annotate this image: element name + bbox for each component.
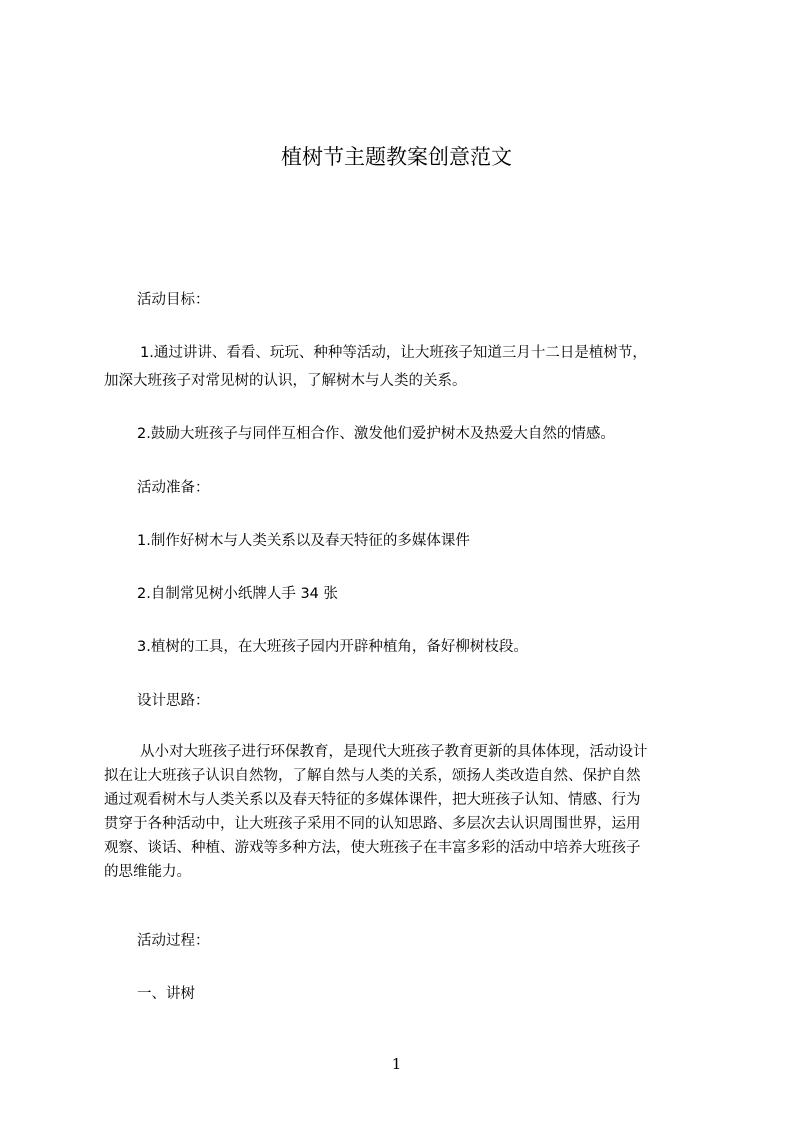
prep-heading: 活动准备： — [137, 480, 210, 496]
design-line-2: 拟在让大班孩子认识自然物，了解自然与人类的关系，颂扬人类改造自然、保护自然 — [104, 768, 641, 784]
goal-item-1-line-1: 1.通过讲讲、看看、玩玩、种种等活动，让大班孩子知道三月十二日是植树节， — [140, 345, 647, 361]
process-step-1: 一、讲树 — [137, 986, 195, 1002]
design-heading: 设计思路： — [137, 693, 210, 709]
page-number: 1 — [391, 1055, 402, 1073]
prep-item-2: 2.自制常见树小纸牌人手 34 张 — [137, 586, 339, 602]
design-line-5: 观察、谈话、种植、游戏等多种方法，使大班孩子在丰富多彩的活动中培养大班孩子 — [104, 840, 641, 856]
document-title: 植树节主题教案创意范文 — [281, 145, 512, 169]
process-heading: 活动过程： — [137, 933, 210, 949]
goal-item-1-line-2: 加深大班孩子对常见树的认识，了解树木与人类的关系。 — [104, 373, 467, 389]
design-line-6: 的思维能力。 — [104, 864, 191, 880]
goal-heading: 活动目标： — [137, 292, 210, 308]
design-line-1: 从小对大班孩子进行环保教育，是现代大班孩子教育更新的具体体现，活动设计 — [140, 744, 648, 760]
goal-item-2: 2.鼓励大班孩子与同伴互相合作、激发他们爱护树木及热爱大自然的情感。 — [137, 426, 615, 442]
prep-item-1: 1.制作好树木与人类关系以及春天特征的多媒体课件 — [137, 533, 470, 549]
prep-item-3: 3.植树的工具，在大班孩子园内开辟种植角，备好柳树枝段。 — [137, 639, 528, 655]
design-line-3: 通过观看树木与人类关系以及春天特征的多媒体课件，把大班孩子认知、情感、行为 — [104, 792, 641, 808]
design-line-4: 贯穿于各种活动中，让大班孩子采用不同的认知思路、多层次去认识周围世界，运用 — [104, 816, 641, 832]
design-paragraph — [104, 740, 696, 884]
